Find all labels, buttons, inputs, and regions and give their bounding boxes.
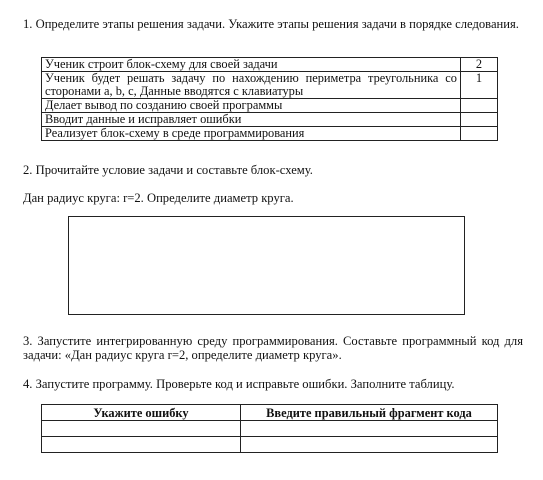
table-row (42, 58, 498, 72)
column-header-fix: Введите правильный фрагмент кода (241, 405, 498, 421)
task4-instruction: 4. Запустите программу. Проверьте код и исправьте ошибки. Заполните таблицу. (23, 377, 455, 391)
column-header-error: Укажите ошибку (42, 405, 241, 421)
errors-table (41, 404, 498, 453)
steps-table (41, 57, 498, 141)
step-order[interactable] (461, 99, 498, 113)
step-order[interactable] (461, 127, 498, 141)
table-row (42, 99, 498, 113)
step-text: Делает вывод по созданию своей программы (42, 99, 461, 113)
table-row (42, 421, 498, 437)
table-row (42, 72, 498, 99)
step-order[interactable]: 1 (461, 72, 498, 99)
step-text: Ученик будет решать задачу по нахождению периметра треугольника со сторонами a, b, c, Данные вводятся с клавиатуры (42, 72, 461, 99)
table-row (42, 113, 498, 127)
step-text: Вводит данные и исправляет ошибки (42, 113, 461, 127)
step-text: Ученик строит блок-схему для своей задачи (42, 58, 461, 72)
task2-condition: Дан радиус круга: r=2. Определите диаметр круга. (23, 191, 294, 205)
table-row (42, 127, 498, 141)
task2-instruction: 2. Прочитайте условие задачи и составьте блок-схему. (23, 163, 313, 177)
error-cell[interactable] (42, 421, 241, 437)
step-text: Реализует блок-схему в среде программирования (42, 127, 461, 141)
task1-instruction: 1. Определите этапы решения задачи. Укажите этапы решения задачи в порядке следования. (23, 17, 519, 31)
step-order[interactable]: 2 (461, 58, 498, 72)
table-header-row (42, 405, 498, 421)
step-order[interactable] (461, 113, 498, 127)
fix-cell[interactable] (241, 421, 498, 437)
flowchart-area[interactable] (68, 216, 465, 315)
fix-cell[interactable] (241, 437, 498, 453)
error-cell[interactable] (42, 437, 241, 453)
task3-instruction: 3. Запустите интегрированную среду программирования. Составьте программный код для задачи: «Дан радиус круга r=2, определите диаметр круга». (23, 334, 523, 362)
table-row (42, 437, 498, 453)
